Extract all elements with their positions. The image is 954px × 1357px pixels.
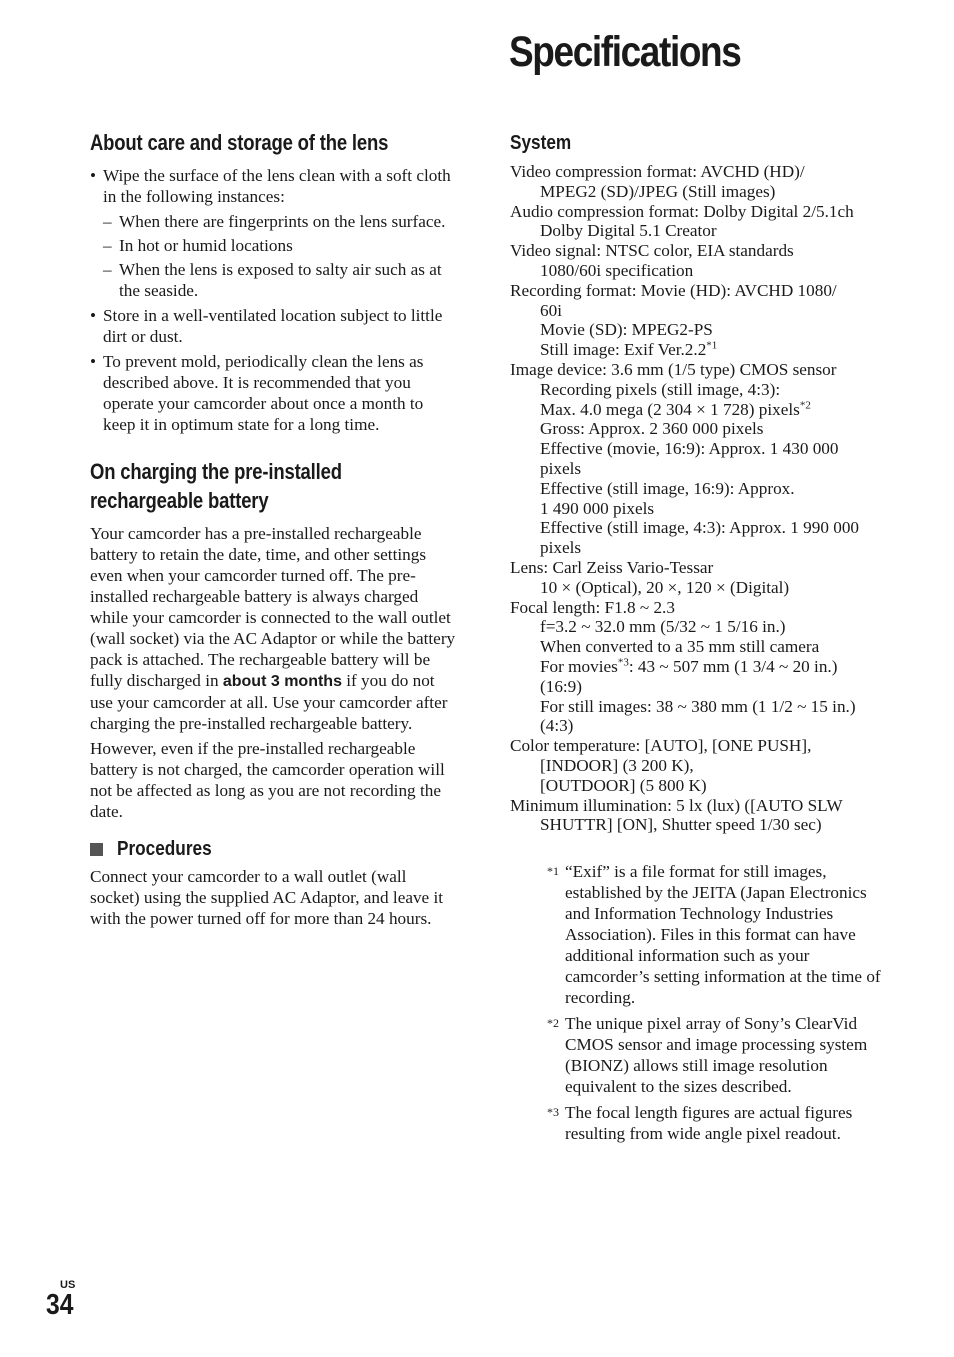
- spec-text: Still image: Exif Ver.2.2: [540, 340, 707, 360]
- spec-text-after: : 43 ~ 507 mm (1 3/4 ~ 20 in.): [628, 656, 838, 676]
- footnote: [510, 1102, 890, 1144]
- system-spec-list: [510, 162, 890, 835]
- spec-text: SHUTTR] [ON], Shutter speed 1/30 sec): [540, 815, 822, 835]
- region-label: US: [60, 1279, 76, 1291]
- square-bullet-icon: [90, 843, 103, 856]
- spec-line: [510, 439, 890, 459]
- procedures-title: Procedures: [117, 838, 212, 860]
- spec-text: Max. 4.0 mega (2 304 × 1 728) pixels: [540, 399, 800, 419]
- spec-text: Image device: 3.6 mm (1/5 type) CMOS sensor: [510, 359, 837, 379]
- para1-emphasis: about 3 months: [222, 673, 342, 690]
- spec-line: [510, 182, 890, 202]
- spec-line: [510, 697, 890, 717]
- spec-text: [INDOOR] (3 200 K),: [540, 755, 694, 775]
- spec-line: [510, 419, 890, 439]
- footnote-mark: *1: [547, 864, 559, 879]
- spec-line: [510, 360, 890, 380]
- spec-line: [510, 617, 890, 637]
- spec-text: For still images: 38 ~ 380 mm (1 1/2 ~ 15 in.): [540, 696, 856, 716]
- list-item: – In hot or humid locations: [103, 235, 458, 256]
- spec-text: [OUTDOOR] (5 800 K): [540, 775, 707, 795]
- list-item: – When the lens is exposed to salty air such as at the seaside.: [103, 259, 458, 301]
- spec-text: pixels: [540, 458, 582, 478]
- spec-text: Focal length: F1.8 ~ 2.3: [510, 597, 675, 617]
- spec-text: Color temperature: [AUTO], [ONE PUSH],: [510, 736, 812, 756]
- spec-line: [510, 340, 890, 360]
- para1-end: if you do not use your camcorder at all. Use your camcorder after charging the pre-installed rechargeable battery.: [90, 671, 448, 733]
- charging-heading: [90, 457, 458, 515]
- spec-text: 1080/60i specification: [540, 260, 694, 280]
- footnote-ref: *3: [617, 656, 629, 669]
- spec-line: [510, 518, 890, 538]
- spec-line: [510, 459, 890, 479]
- spec-text: (4:3): [540, 716, 574, 736]
- footnote-text: The focal length figures are actual figures resulting from wide angle pixel readout.: [565, 1103, 853, 1144]
- spec-text: When converted to a 35 mm still camera: [540, 637, 820, 657]
- spec-line: [510, 815, 890, 835]
- spec-text: Movie (SD): MPEG2-PS: [540, 320, 713, 340]
- spec-text: Video compression format: AVCHD (HD)/: [510, 162, 805, 181]
- spec-line: [510, 716, 890, 736]
- spec-line: [510, 578, 890, 598]
- spec-text: Gross: Approx. 2 360 000 pixels: [540, 419, 764, 439]
- spec-text: Recording pixels (still image, 4:3):: [540, 379, 781, 399]
- spec-text: Lens: Carl Zeiss Vario-Tessar: [510, 557, 714, 577]
- footnote: [510, 1013, 890, 1097]
- spec-line: [510, 221, 890, 241]
- spec-line: [510, 320, 890, 340]
- footnote-ref: *2: [799, 398, 811, 411]
- spec-line: [510, 538, 890, 558]
- care-heading: About care and storage of the lens: [90, 130, 389, 155]
- spec-line: [510, 558, 890, 578]
- charging-heading-line-2: rechargeable battery: [90, 488, 269, 513]
- footnote-mark: *2: [547, 1016, 559, 1031]
- footnote-text: The unique pixel array of Sony’s ClearVid CMOS sensor and image processing system (BIONZ) allows still image resolution equivalent to the sizes described.: [565, 1014, 868, 1097]
- spec-text: 10 × (Optical), 20 ×, 120 × (Digital): [540, 577, 790, 597]
- spec-line: [510, 776, 890, 796]
- care-list: [90, 165, 458, 435]
- right-column: [510, 130, 890, 1149]
- spec-text: Audio compression format: Dolby Digital 2/5.1ch: [510, 201, 854, 221]
- spec-line: [510, 202, 890, 222]
- spec-line: [510, 499, 890, 519]
- spec-line: [510, 261, 890, 281]
- charging-heading-line-1: On charging the pre-installed: [90, 459, 342, 484]
- spec-line: [510, 301, 890, 321]
- footnote: [510, 861, 890, 1008]
- spec-text: Minimum illumination: 5 lx (lux) ([AUTO SLW: [510, 795, 843, 815]
- charging-paragraph-2: However, even if the pre-installed rechargeable battery is not charged, the camcorder operation will not be affected as long as you are not recording the date.: [90, 739, 445, 821]
- list-item: [90, 165, 458, 301]
- care-bullet-1: Wipe the surface of the lens clean with a soft cloth in the following instances:: [103, 166, 451, 206]
- spec-line: [510, 479, 890, 499]
- spec-line: [510, 637, 890, 657]
- spec-text: pixels: [540, 538, 582, 558]
- spec-line: [510, 736, 890, 756]
- left-column: [90, 128, 458, 929]
- spec-text: f=3.2 ~ 32.0 mm (5/32 ~ 1 5/16 in.): [540, 617, 786, 637]
- spec-text: Effective (movie, 16:9): Approx. 1 430 000: [540, 439, 839, 459]
- list-item: – When there are fingerprints on the lens surface.: [103, 211, 458, 232]
- spec-text: Effective (still image, 4:3): Approx. 1 990 000: [540, 518, 860, 538]
- system-heading: System: [510, 132, 572, 154]
- spec-line: [510, 677, 890, 697]
- procedures-heading: [90, 836, 458, 862]
- spec-line: [510, 241, 890, 261]
- footnotes: [510, 861, 890, 1144]
- spec-text: Effective (still image, 16:9): Approx.: [540, 478, 795, 498]
- spec-text: 1 490 000 pixels: [540, 498, 655, 518]
- page-title: Specifications: [509, 28, 741, 76]
- footnote-text: “Exif” is a file format for still images, established by the JEITA (Japan Electronics and Information Technology Industries Association). Files in this format can have additional information such as your camcorder’s setting information at the time of recording.: [565, 862, 881, 1008]
- spec-line: [510, 281, 890, 301]
- spec-line: [510, 796, 890, 816]
- procedures-text: Connect your camcorder to a wall outlet (wall socket) using the supplied AC Adaptor, and leave it with the power turned off for more than 24 hours.: [90, 867, 444, 928]
- spec-text: Recording format: Movie (HD): AVCHD 1080/: [510, 280, 837, 300]
- spec-text: (16:9): [540, 676, 583, 696]
- spec-line: [510, 162, 890, 182]
- charging-paragraph-1: [90, 523, 458, 734]
- footnote-mark: *3: [547, 1105, 559, 1120]
- list-item: • To prevent mold, periodically clean the lens as described above. It is recommended that you operate your camcorder about once a month to keep it in optimum state for a long time.: [90, 351, 458, 435]
- spec-text: For movies: [540, 656, 618, 676]
- spec-line: [510, 400, 890, 420]
- spec-text: Dolby Digital 5.1 Creator: [540, 221, 717, 241]
- page-number: 34: [46, 1289, 74, 1321]
- spec-text: Video signal: NTSC color, EIA standards: [510, 241, 794, 261]
- spec-line: [510, 756, 890, 776]
- footnote-ref: *1: [706, 339, 718, 352]
- spec-text: MPEG2 (SD)/JPEG (Still images): [540, 181, 776, 201]
- spec-line: [510, 380, 890, 400]
- spec-text: 60i: [540, 300, 562, 320]
- para1-start: Your camcorder has a pre-installed rechargeable battery to retain the date, time, and other settings even when your camcorder turned off. The pre-installed rechargeable battery is always charged while your camcorder is connected to the wall outlet (wall socket) via the AC Adaptor or while the battery pack is attached. The rechargeable battery will be fully discharged in: [90, 524, 456, 690]
- list-item: • Store in a well-ventilated location subject to little dirt or dust.: [90, 305, 458, 347]
- instances-list: [103, 211, 458, 301]
- spec-line: [510, 598, 890, 618]
- spec-line: [510, 657, 890, 677]
